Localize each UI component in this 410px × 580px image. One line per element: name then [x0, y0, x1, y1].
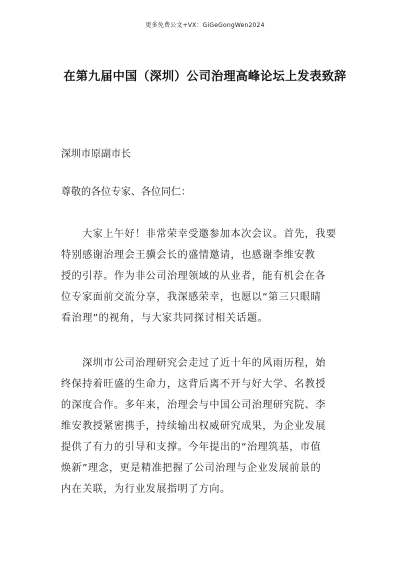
- paragraph-line: 大家上午好！非常荣幸受邀参加本次会议。首先，我要: [61, 229, 337, 240]
- paragraph-line: 维安教授紧密携手，持续输出权威研究成果，为企业发展: [61, 421, 326, 432]
- salutation: 尊敬的各位专家、各位同仁：: [61, 187, 191, 198]
- paragraph-line: 提供了有力的引导和支撑。今年提出的“治理筑基，市值: [61, 442, 322, 453]
- paragraph-line: 看治理”的视角，与大家共同探讨相关话题。: [61, 313, 269, 324]
- document-title: 在第九届中国（深圳）公司治理高峰论坛上发表致辞: [63, 69, 347, 83]
- paragraph-line: 内在关联，为行业发展指明了方向。: [61, 484, 231, 495]
- paragraph-line: 终保持着旺盛的生命力，这背后离不开与好大学、名教授: [61, 379, 326, 390]
- speaker-line: 深圳市原副市长: [61, 149, 131, 160]
- paragraph-line: 的深度合作。多年来，治理会与中国公司治理研究院、李: [61, 400, 326, 411]
- header-note: 更多免费公文+VX：GiGeGongWen2024: [145, 22, 265, 29]
- paragraph-line: 特别感谢治理会王骥会长的盛情邀请，也感谢李维安教: [61, 250, 316, 261]
- paragraph-line: 深圳市公司治理研究会走过了近十年的风雨历程，始: [61, 358, 326, 369]
- paragraph-2: [61, 353, 351, 500]
- paragraph-line: 焕新”理念，更是精准把握了公司治理与企业发展前景的: [61, 463, 322, 474]
- paragraph-line: 授的引荐。作为非公司治理领域的从业者，能有机会在各: [61, 271, 326, 282]
- paragraph-line: 位专家面前交流分享，我深感荣幸，也愿以“第三只眼睛: [61, 292, 322, 303]
- paragraph-1: [61, 224, 351, 329]
